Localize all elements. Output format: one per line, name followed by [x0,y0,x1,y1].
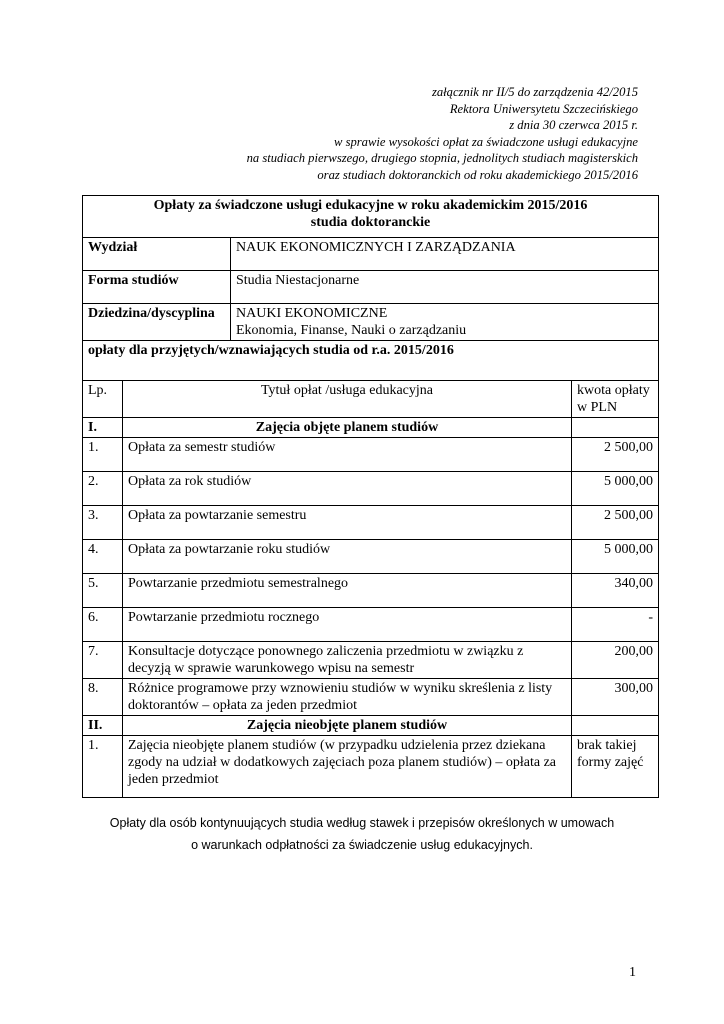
row-title: Opłata za rok studiów [123,472,572,506]
amount-header-line: w PLN [577,400,618,415]
header-line: w sprawie wysokości opłat za świadczone usługi edukacyjne [334,134,638,149]
row-amount: 2 500,00 [572,506,659,540]
dziedzina-value [231,304,659,341]
table-row [83,540,659,574]
table-row [83,438,659,472]
header-line: załącznik nr II/5 do zarządzenia 42/2015 [431,85,638,99]
footer-line: Opłaty dla osób kontynuujących studia według stawek i przepisów określonych w umowach [109,816,615,830]
row-amount: 200,00 [572,642,659,679]
dziedzina-line: NAUKI EKONOMICZNE [236,306,388,321]
row-title: Różnice programowe przy wznowieniu studiów w wyniku skreślenia z listy doktorantów – opłata za jeden przedmiot [123,679,572,716]
section-amount-empty [572,716,659,736]
section-title: Zajęcia objęte planem studiów [123,418,572,438]
row-amount: 5 000,00 [572,540,659,574]
row-lp: 4. [83,540,123,574]
table-row [83,574,659,608]
wydzial-value: NAUK EKONOMICZNYCH I ZARZĄDZANIA [231,238,659,271]
row-lp: 1. [83,438,123,472]
forma-label: Forma studiów [83,271,231,304]
row-title: Zajęcia nieobjęte planem studiów (w przypadku udzielenia przez dziekana zgody na udział w dodatkowych zajęciach poza planem studiów) – opłata za jeden przedmiot [123,736,572,798]
col-lp-header: Lp. [83,381,123,418]
col-title-header: Tytuł opłat /usługa edukacyjna [123,381,572,418]
section-number: I. [83,418,123,438]
row-amount: 300,00 [572,679,659,716]
row-title: Opłata za powtarzanie roku studiów [123,540,572,574]
col-amount-header [572,381,659,418]
subheader: opłaty dla przyjętych/wznawiających studia od r.a. 2015/2016 [83,341,659,381]
dziedzina-line: Ekonomia, Finanse, Nauki o zarządzaniu [236,323,467,338]
document-header [247,84,638,184]
header-line: na studiach pierwszego, drugiego stopnia, jednolitych studiach magisterskich [246,151,638,166]
dziedzina-label: Dziedzina/dyscyplina [83,304,231,341]
row-lp: 6. [83,608,123,642]
row-title: Opłata za semestr studiów [123,438,572,472]
row-lp: 2. [83,472,123,506]
row-amount [572,736,659,798]
amount-line: formy zajęć [577,755,644,770]
section-amount-empty [572,418,659,438]
section-number: II. [83,716,123,736]
table-title [83,196,659,238]
table-row [83,642,659,679]
header-line: oraz studiach doktoranckich od roku akademickiego 2015/2016 [317,167,638,182]
title-line: studia doktoranckie [310,215,431,230]
row-lp: 1. [83,736,123,798]
row-lp: 3. [83,506,123,540]
row-amount: - [572,608,659,642]
row-lp: 5. [83,574,123,608]
table-row [83,608,659,642]
row-lp: 8. [83,679,123,716]
table-row [83,472,659,506]
row-title: Powtarzanie przedmiotu semestralnego [123,574,572,608]
footer-line: o warunkach odpłatności za świadczenie usług edukacyjnych. [191,838,533,852]
amount-line: brak takiej [577,738,637,753]
title-line: Opłaty za świadczone usługi edukacyjne w roku akademickim 2015/2016 [153,198,588,213]
row-title: Opłata za powtarzanie semestru [123,506,572,540]
row-amount: 2 500,00 [572,438,659,472]
forma-value: Studia Niestacjonarne [231,271,659,304]
row-amount: 5 000,00 [572,472,659,506]
row-title: Konsultacje dotyczące ponownego zaliczenia przedmiotu w związku z decyzją w sprawie warunkowego wpisu na semestr [123,642,572,679]
fees-table [82,195,659,798]
header-line: z dnia 30 czerwca 2015 r. [509,118,638,133]
table-row [83,506,659,540]
row-title: Powtarzanie przedmiotu rocznego [123,608,572,642]
row-lp: 7. [83,642,123,679]
header-line: Rektora Uniwersytetu Szczecińskiego [449,101,638,116]
table-row [83,679,659,716]
section-title: Zajęcia nieobjęte planem studiów [123,716,572,736]
row-amount: 340,00 [572,574,659,608]
table-row [83,736,659,798]
amount-header-line: kwota opłaty [577,383,650,398]
wydzial-label: Wydział [83,238,231,271]
page-number: 1 [629,965,636,980]
